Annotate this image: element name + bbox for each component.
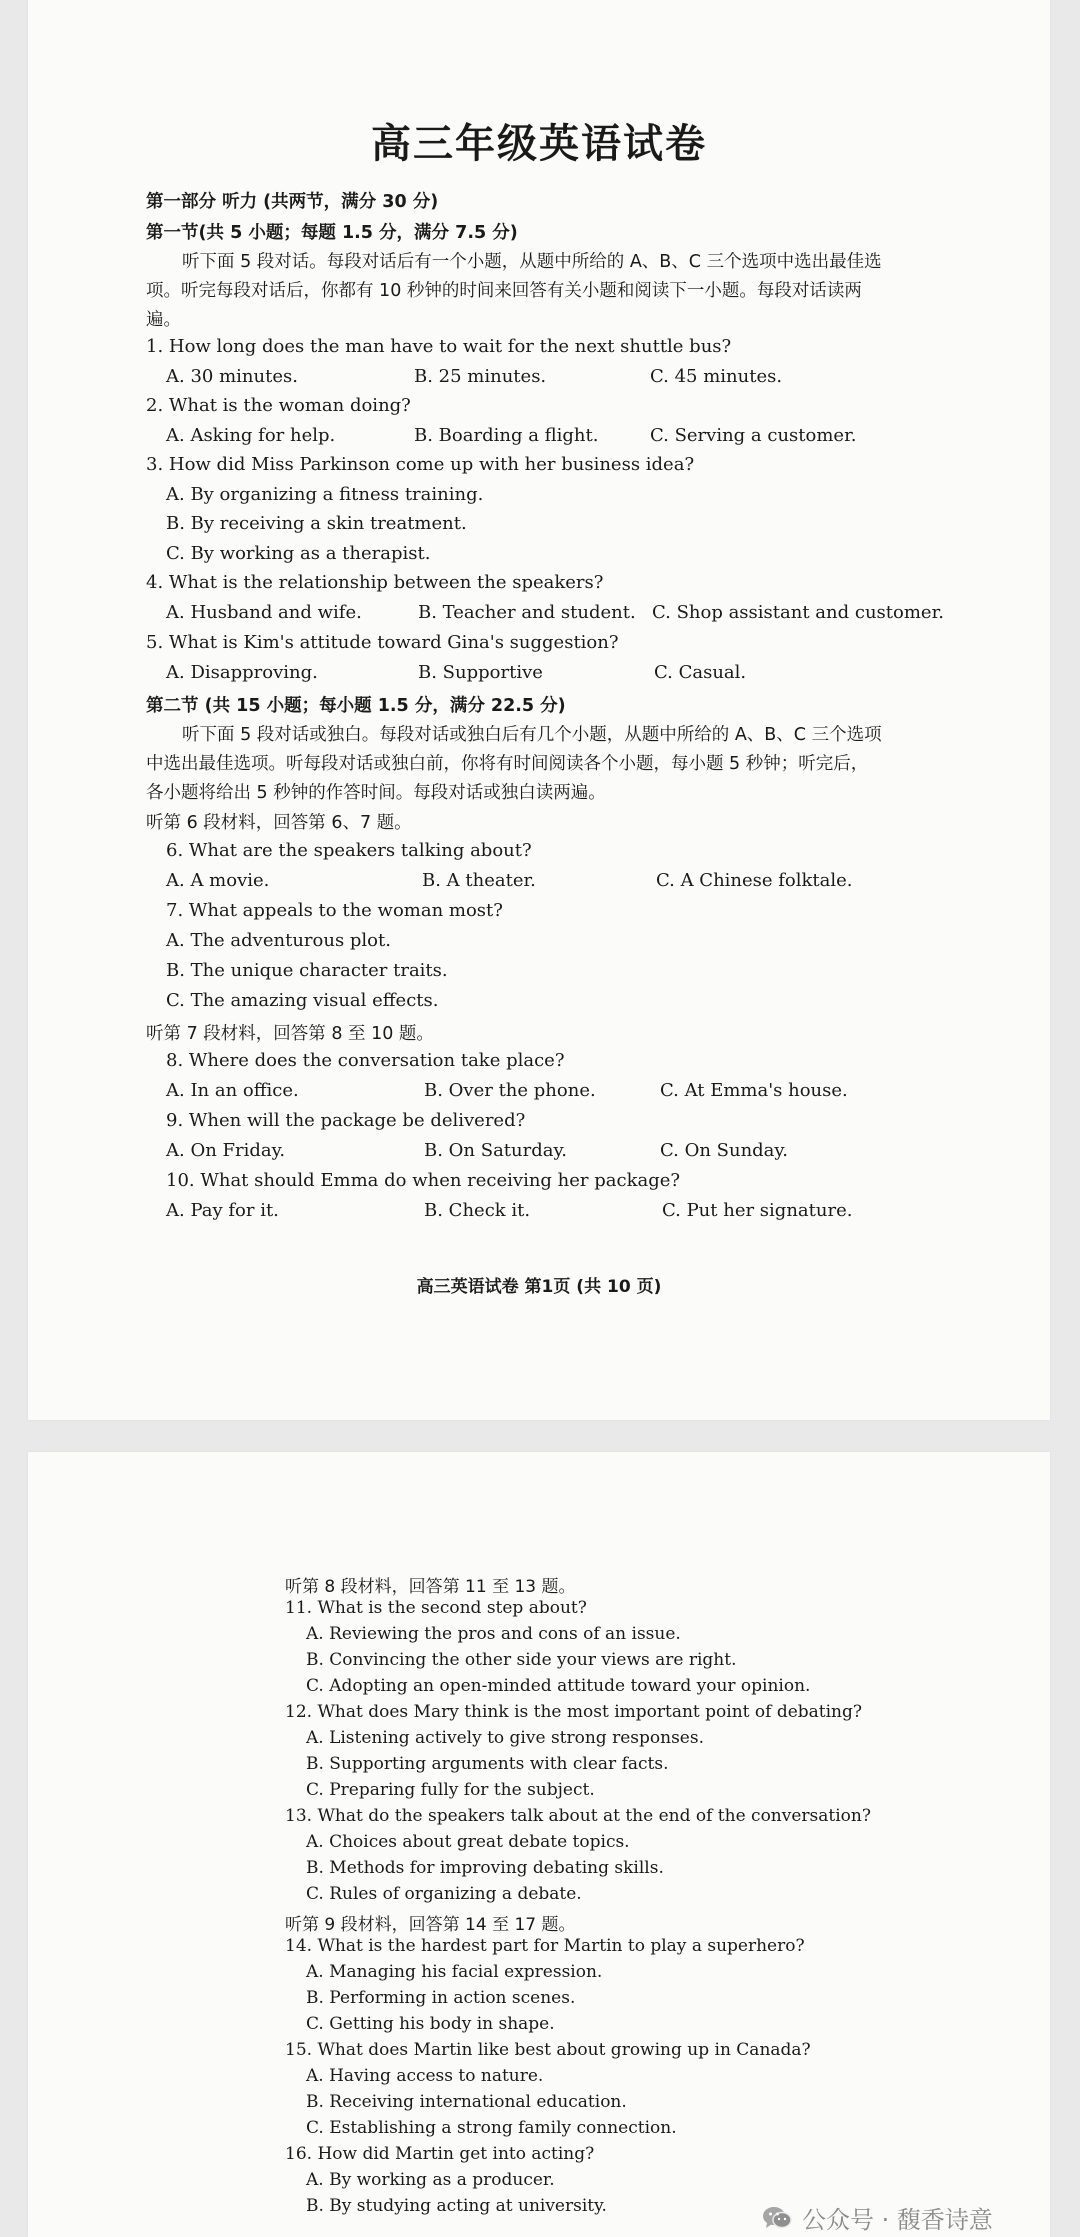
exam-page-1 — [28, 0, 1050, 1420]
material-6-heading: 听第 6 段材料，回答第 6、7 题。 — [146, 813, 412, 833]
option-a: A. Pay for it. — [166, 1200, 279, 1221]
material-8-heading: 听第 8 段材料，回答第 11 至 13 题。 — [285, 1577, 576, 1597]
wechat-icon — [762, 2205, 792, 2237]
option-a: A. In an office. — [166, 1080, 299, 1101]
option-b: B. By receiving a skin treatment. — [166, 513, 467, 534]
option-b: B. On Saturday. — [424, 1140, 567, 1161]
material-7-heading: 听第 7 段材料，回答第 8 至 10 题。 — [146, 1024, 434, 1044]
option-a: A. Asking for help. — [166, 425, 336, 446]
section2-instruction: 听下面 5 段对话或独白。每段对话或独白后有几个小题，从题中所给的 A、B、C 三个选项 — [182, 725, 882, 745]
question-14: 14. What is the hardest part for Martin to play a superhero? — [285, 1936, 805, 1956]
option-b: B. Over the phone. — [424, 1080, 596, 1101]
option-b: B. A theater. — [422, 870, 536, 891]
question-9: 9. When will the package be delivered? — [166, 1110, 526, 1131]
section2-heading: 第二节 (共 15 小题；每小题 1.5 分，满分 22.5 分) — [146, 696, 566, 716]
option-a: A. Husband and wife. — [166, 602, 362, 623]
section2-instruction: 中选出最佳选项。听每段对话或独白前，你将有时间阅读各个小题，每小题 5 秒钟；听完后， — [146, 754, 869, 774]
option-b: B. Performing in action scenes. — [306, 1988, 576, 2008]
question-13: 13. What do the speakers talk about at the end of the conversation? — [285, 1806, 871, 1826]
section1-instruction: 遍。 — [146, 310, 181, 330]
watermark-text: 公众号 · 馥香诗意 — [802, 2206, 993, 2234]
question-7: 7. What appeals to the woman most? — [166, 900, 503, 921]
question-3: 3. How did Miss Parkinson come up with her business idea? — [146, 454, 695, 475]
question-8: 8. Where does the conversation take place? — [166, 1050, 565, 1071]
part1-heading: 第一部分 听力 (共两节，满分 30 分) — [146, 192, 439, 212]
option-b: B. Receiving international education. — [306, 2092, 627, 2112]
option-a: A. Listening actively to give strong responses. — [306, 1728, 704, 1748]
option-b: B. 25 minutes. — [414, 366, 547, 387]
question-16: 16. How did Martin get into acting? — [285, 2144, 595, 2164]
option-c: C. A Chinese folktale. — [656, 870, 853, 891]
exam-page-2 — [28, 1452, 1050, 2237]
question-11: 11. What is the second step about? — [285, 1598, 587, 1618]
question-15: 15. What does Martin like best about growing up in Canada? — [285, 2040, 811, 2060]
option-c: C. Preparing fully for the subject. — [306, 1780, 595, 1800]
option-a: A. By working as a producer. — [306, 2170, 555, 2190]
option-b: B. Supporting arguments with clear facts. — [306, 1754, 669, 1774]
question-6: 6. What are the speakers talking about? — [166, 840, 532, 861]
option-a: A. The adventurous plot. — [166, 930, 391, 951]
option-b: B. By studying acting at university. — [306, 2196, 607, 2216]
option-a: A. Disapproving. — [166, 662, 318, 683]
option-b: B. Supportive — [418, 662, 543, 683]
wechat-watermark — [762, 2200, 993, 2237]
option-b: B. Methods for improving debating skills. — [306, 1858, 664, 1878]
option-a: A. Choices about great debate topics. — [306, 1832, 630, 1852]
option-c: C. Getting his body in shape. — [306, 2014, 555, 2034]
option-b: B. Boarding a flight. — [414, 425, 599, 446]
option-c: C. Rules of organizing a debate. — [306, 1884, 582, 1904]
section1-instruction: 项。听完每段对话后，你都有 10 秒钟的时间来回答有关小题和阅读下一小题。每段对话读两 — [146, 281, 862, 301]
option-b: B. Check it. — [424, 1200, 531, 1221]
section2-instruction: 各小题将给出 5 秒钟的作答时间。每段对话或独白读两遍。 — [146, 783, 606, 803]
option-b: B. Teacher and student. — [418, 602, 636, 623]
option-a: A. Having access to nature. — [306, 2066, 544, 2086]
exam-title: 高三年级英语试卷 — [371, 120, 707, 167]
option-a: A. Managing his facial expression. — [306, 1962, 603, 1982]
option-c: C. 45 minutes. — [650, 366, 783, 387]
material-9-heading: 听第 9 段材料，回答第 14 至 17 题。 — [285, 1915, 576, 1935]
option-a: A. On Friday. — [166, 1140, 286, 1161]
question-2: 2. What is the woman doing? — [146, 395, 411, 416]
question-4: 4. What is the relationship between the speakers? — [146, 572, 604, 593]
option-a: A. By organizing a fitness training. — [166, 484, 484, 505]
section1-heading: 第一节(共 5 小题；每题 1.5 分，满分 7.5 分) — [146, 223, 518, 243]
option-a: A. Reviewing the pros and cons of an issue. — [306, 1624, 681, 1644]
option-b: B. Convincing the other side your views are right. — [306, 1650, 737, 1670]
option-c: C. By working as a therapist. — [166, 543, 431, 564]
option-c: C. Put her signature. — [662, 1200, 853, 1221]
section1-instruction: 听下面 5 段对话。每段对话后有一个小题，从题中所给的 A、B、C 三个选项中选出最佳选 — [182, 252, 882, 272]
option-c: C. Establishing a strong family connection. — [306, 2118, 677, 2138]
question-10: 10. What should Emma do when receiving her package? — [166, 1170, 681, 1191]
option-b: B. The unique character traits. — [166, 960, 448, 981]
question-5: 5. What is Kim's attitude toward Gina's suggestion? — [146, 632, 619, 653]
option-c: C. Serving a customer. — [650, 425, 857, 446]
option-c: C. Casual. — [654, 662, 747, 683]
option-c: C. The amazing visual effects. — [166, 990, 439, 1011]
question-12: 12. What does Mary think is the most important point of debating? — [285, 1702, 863, 1722]
option-c: C. On Sunday. — [660, 1140, 788, 1161]
option-c: C. At Emma's house. — [660, 1080, 848, 1101]
page-footer: 高三英语试卷 第1页 (共 10 页) — [416, 1277, 662, 1297]
option-a: A. 30 minutes. — [166, 366, 298, 387]
option-c: C. Shop assistant and customer. — [652, 602, 944, 623]
option-a: A. A movie. — [166, 870, 270, 891]
question-1: 1. How long does the man have to wait for the next shuttle bus? — [146, 336, 732, 357]
option-c: C. Adopting an open-minded attitude toward your opinion. — [306, 1676, 811, 1696]
